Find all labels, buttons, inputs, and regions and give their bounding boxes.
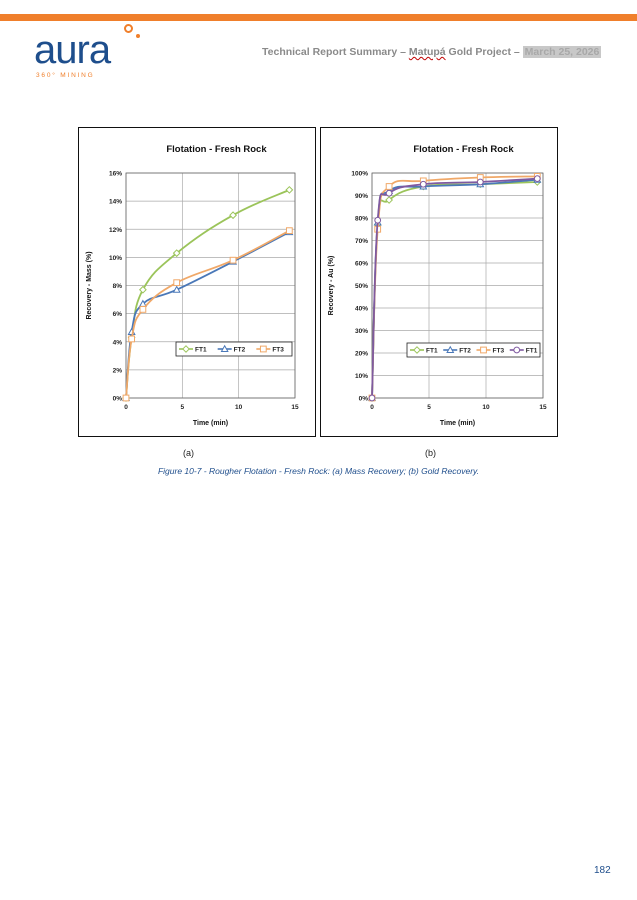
- mass-chart-ytick-label: 6%: [112, 311, 122, 319]
- figure-label-b: (b): [425, 448, 436, 458]
- mass-chart-series-line-1: [126, 190, 289, 398]
- header-date: March 25, 2026: [524, 46, 600, 58]
- mass-chart-ytick-label: 14%: [108, 198, 122, 206]
- mass-chart-legend-marker-3: [260, 346, 266, 352]
- mass-chart-title: Flotation - Fresh Rock: [166, 144, 267, 155]
- mass-chart-legend-label-3: FT3: [272, 346, 284, 354]
- mass-chart-series-line-3: [126, 231, 289, 398]
- mass-chart-xtick-label: 15: [291, 404, 299, 411]
- mass-chart-data-point-1: [286, 187, 292, 193]
- mass-chart-ytick-label: 2%: [112, 367, 122, 375]
- gold-chart-xtick-label: 15: [539, 404, 547, 411]
- gold-chart-legend-label-2: FT2: [459, 347, 471, 355]
- gold-chart-ytick-label: 60%: [354, 260, 368, 268]
- mass-chart-xlabel: Time (min): [192, 420, 229, 427]
- gold-chart-ytick-label: 40%: [354, 305, 368, 313]
- mass-chart-ytick-label: 4%: [112, 339, 122, 347]
- gold-chart-legend-marker-3: [481, 347, 487, 353]
- gold-chart-data-point-4: [420, 181, 426, 187]
- logo-ring-mark: [124, 24, 133, 33]
- header-title-prefix: Technical Report Summary –: [262, 46, 409, 58]
- mass-chart-xtick-label: 5: [180, 404, 185, 411]
- gold-chart-title: Flotation - Fresh Rock: [413, 144, 514, 155]
- mass-chart-series-line-2: [126, 232, 289, 398]
- gold-chart-series-line-3: [372, 176, 537, 398]
- logo-dot-mark: [136, 34, 140, 38]
- gold-chart-legend-label-3: FT3: [492, 347, 505, 355]
- figure-caption: Figure 10-7 - Rougher Flotation - Fresh Rock: (a) Mass Recovery; (b) Gold Recovery.: [157, 466, 480, 476]
- mass-chart-data-point-3: [123, 395, 129, 401]
- gold-chart-ytick-label: 70%: [354, 238, 368, 245]
- gold-chart-legend-label-1: FT1: [426, 347, 438, 355]
- header-project-name: Matupá: [408, 46, 446, 58]
- gold-chart-xtick-label: 5: [427, 404, 431, 411]
- gold-chart-ytick-label: 0%: [358, 395, 368, 403]
- mass-chart-legend-label-2: FT2: [233, 346, 246, 354]
- chart-mass-recovery: [78, 127, 316, 437]
- mass-chart-ytick-label: 10%: [108, 254, 122, 262]
- mass-chart-ylabel: Recovery - Mass (%): [86, 251, 93, 320]
- gold-chart-data-point-4: [534, 176, 540, 182]
- gold-chart-ylabel: Recovery - Au (%): [328, 255, 335, 316]
- mass-chart-data-point-3: [230, 257, 236, 263]
- gold-chart-xtick-label: 0: [370, 404, 374, 411]
- gold-chart-legend-label-4: FT1: [525, 347, 538, 355]
- gold-chart-ytick-label: 80%: [354, 215, 368, 223]
- gold-chart-data-point-4: [386, 190, 392, 196]
- page-number: 182: [594, 865, 611, 876]
- mass-chart-data-point-3: [174, 280, 180, 286]
- mass-chart-ytick-label: 8%: [112, 283, 122, 290]
- gold-chart-ytick-label: 100%: [351, 170, 368, 178]
- gold-chart-ytick-label: 30%: [354, 328, 368, 335]
- gold-chart-data-point-4: [369, 395, 375, 401]
- chart-gold-recovery-svg: [321, 128, 559, 438]
- mass-chart-ytick-label: 0%: [112, 395, 122, 403]
- mass-chart-xtick-label: 0: [124, 404, 128, 411]
- gold-chart-ytick-label: 90%: [354, 193, 368, 200]
- logo-wordmark: aura: [34, 28, 111, 72]
- gold-chart-ytick-label: 20%: [354, 350, 368, 358]
- mass-chart-data-point-3: [286, 228, 292, 234]
- gold-chart-data-point-3: [386, 184, 392, 190]
- mass-chart-legend-label-1: FT1: [195, 346, 207, 354]
- mass-chart-ytick-label: 16%: [108, 170, 122, 178]
- document-header-title: [262, 46, 601, 58]
- gold-chart-ytick-label: 10%: [354, 373, 368, 380]
- mass-chart-ytick-label: 12%: [108, 226, 122, 234]
- gold-chart-xlabel: Time (min): [439, 420, 476, 427]
- aura-logo: [34, 20, 154, 82]
- gold-chart-xtick-label: 10: [482, 404, 490, 411]
- mass-chart-data-point-3: [129, 336, 135, 342]
- gold-chart-series-line-1: [372, 182, 537, 398]
- gold-chart-series-line-4: [372, 179, 537, 398]
- chart-gold-recovery: [320, 127, 558, 437]
- logo-tagline: 360° MINING: [36, 72, 95, 79]
- gold-chart-legend-marker-4: [514, 347, 520, 353]
- mass-chart-data-point-3: [140, 307, 146, 313]
- figure-label-a: (a): [183, 448, 194, 458]
- gold-chart-series-line-2: [372, 180, 537, 398]
- chart-mass-recovery-svg: [79, 128, 317, 438]
- header-title-rest: Gold Project –: [445, 46, 523, 58]
- mass-chart-xtick-label: 10: [235, 404, 243, 411]
- gold-chart-ytick-label: 50%: [354, 283, 368, 290]
- gold-chart-data-point-4: [477, 179, 483, 185]
- gold-chart-data-point-4: [375, 217, 381, 223]
